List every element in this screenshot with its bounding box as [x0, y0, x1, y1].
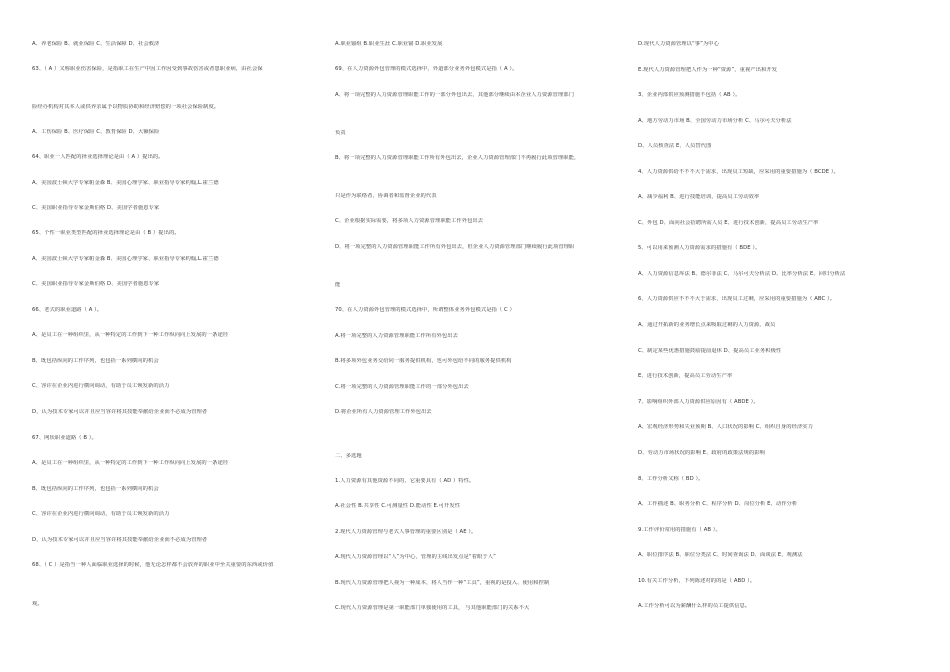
text-line: B、既包括纵向的工作序列，也包括一系列横向的机会: [32, 486, 159, 492]
text-line: D、将一项完整的人力资源管理职能工作所有外包出去，但企业人力资源管理部门继续履行此项管理职: [335, 244, 575, 250]
question-m6: 6、人力资源供应不不不大于需求，出现员工过剩，应采用的重要措施为（ ABC ）。: [638, 296, 836, 302]
text-line: 能: [335, 282, 341, 288]
text-line: A、工作描述 B、职务分析 C、程序分析 D、岗位分析 E、动作分析: [638, 501, 798, 507]
text-line: A、美国波士顿大学专家帕金森 B、美国心理学家、职业指导专家约翰,L.霍兰德: [32, 256, 219, 262]
text-line: D、人员核查法 E、人员替代图: [638, 143, 712, 149]
text-line: 负责: [335, 130, 346, 136]
question-64: 64、职业一人匹配的择业选择理论是由（ A ）提出的。: [32, 154, 164, 160]
question-m1: 1.人力资源有其他资源不同的，它重要具有（ AD ）特性。: [335, 478, 475, 484]
text-line: C、容许在企业内进行横向调动，有助于员工焕发新的活力: [32, 383, 170, 389]
question-m8: 8、工作分析又称（ BD ）。: [638, 476, 704, 482]
text-line: C、美国职业指导专家金斯伯格 D、美国学者施恩专家: [32, 281, 160, 287]
text-line: C.将一项完整的人力资源管理职能工作的一部分外包出去: [335, 384, 469, 390]
text-line: D.将企业所有人力资源管理工作外包出去: [335, 409, 432, 415]
text-line: C、美国职业指导专家金斯伯格 D、美国学者施恩专家: [32, 205, 160, 211]
text-line: C.现代人力资源管理是第一职能部门单独使用的工具， 与其他职能部门的关系不大: [335, 605, 530, 611]
question-67: 67、网状职业道路（ B ）。: [32, 435, 97, 441]
text-line: A、是员工在一种组织里，从一种特定的工作到下一种工作纵向向上发展的一条途径: [32, 332, 229, 338]
question-70: 70、在人力资源外包管理的模式选择中，所谓整体业务外包模式是指（ C ）: [335, 307, 515, 313]
question-m4: 4、人力资源供给不不不大于需求，出现员工短缺，应采用的重要措施为（ BCDE ）。: [638, 169, 839, 175]
question-69: 69、在人力资源外包管理的模式选择中，外道部分业务外包模式是指（ A ）。: [335, 66, 518, 72]
right-column: [638, 0, 928, 672]
text-line: A、美国波士顿大学专家帕金森 B、美国心理学家、职业指导专家约翰,L.霍兰德: [32, 180, 219, 186]
text-line: C、外包 D、面向社会招聘所需人员 E、进行技术创新，提高员工劳动生产率: [638, 220, 819, 226]
section-heading-multiple-choice: 二、多选题: [335, 453, 362, 459]
text-line: D.现代人力资源管理以“事”为中心: [638, 41, 719, 47]
text-line: A、宏观经济形势和失业预期 B、人口状况的影响 C、组织自身的经济实力: [638, 424, 813, 430]
text-line: D、认为技术专家可以并且应当容许将其技能奉献给企业而不必成为管理者: [32, 409, 208, 415]
text-line: A.现代人力资源管理以“人”为中心，管理的主线出发点是“着眼于人”: [335, 554, 496, 560]
text-line: A、地方劳动力市场 B、全国劳动力市场分析 C、马尔可夫分析法: [638, 118, 792, 124]
text-line: A、人力资源信息库法 B、德尔菲法 C、马尔可夫分析法 D、比率分析法 E、回归分析法: [638, 271, 846, 277]
text-line: A.社会性 B.共享性 C.可测量性 D.能动性 E.可开发性: [335, 503, 461, 509]
text-line: A、工伤保险 B、医疗保险 C、教育保险 D、大额保险: [32, 129, 160, 135]
text-line: D、劳动力市场状况的影响 E、政府的政策法规的影响: [638, 450, 765, 456]
text-line: C、容许在企业内进行横向调动，有助于员工焕发新的活力: [32, 511, 170, 517]
text-line: B、既包括纵向的工作序列，也包括一系列横向的机会: [32, 358, 159, 364]
question-m3: 3、企业内部供应预测措施不包括（ AB ）。: [638, 92, 741, 98]
text-line: A.工作分析可以为薪酬什么样的员工提供信息。: [638, 603, 751, 609]
question-m10: 10.有关工作分析，下列陈述对的的是（ ABD ）。: [638, 578, 756, 584]
text-line: D、认为技术专家可以并且应当容许将其技能奉献给企业而不必成为管理者: [32, 537, 208, 543]
text-line: A、减少福利 B、进行技能培训，提高员工劳动效率: [638, 194, 760, 200]
text-line: A、将一项完整的人力资源管理职能工作的一部分外包出去，其他部分继续由本企业人力资源管理部门: [335, 92, 574, 98]
text-line: A、职位排序法 B、职位分类法 C、时间查询法 D、面谈法 E、观测法: [638, 552, 803, 558]
question-m5: 5、可以用来预测人力资源需求的措施有（ BDE ）。: [638, 245, 761, 251]
text-line: A、养老保险 B、就业保险 C、生活保障 D、社会救济: [32, 41, 160, 47]
text-line: A、通过开拓新的业务增长点来吸取过剩的人力资源，裁员: [638, 322, 776, 328]
left-column: [32, 0, 307, 672]
text-line: C、企业根据实际需要，将多项人力资源管理职能工作外包出去: [335, 218, 484, 224]
text-line: A.将一项完整的人力资源管理职能工作所有外包出去: [335, 333, 458, 339]
question-m2: 2.现代人力资源管理与老式人事管理的重要区别是（ AE ）。: [335, 529, 477, 535]
question-65: 65、个性一职业类型匹配的择业选择理论是由（ B ）提出的。: [32, 230, 180, 236]
middle-column: [335, 0, 625, 672]
text-line: B、将一项完整的人力资源管理职能工作所有外包出去，企业人力资源管理部门不再履行此项管理职能，: [335, 155, 580, 161]
text-line: 险经办机构对其本人或供养亲属予以物质协助和经济赔偿的一项社会保险制度。: [32, 104, 220, 110]
text-line: B.将多项外包业务交给同一服务提供机构，也可外包给不同的服务提供机构: [335, 358, 512, 364]
text-line: A、是员工在一种组织里，从一种特定的工作到下一种工作纵向向上发展的一条途径: [32, 460, 229, 466]
text-line: E.现代人力资源管理把人作为一种“资源”，重视产出和开发: [638, 67, 778, 73]
text-line: 只是作为联络者、协调者和监督企业的代表: [335, 193, 437, 199]
question-66: 66、老式的职业道路（ A ）。: [32, 307, 103, 313]
text-line: B.现代人力资源管理把人视为一种成本，将人当作一种“工具”，重视的是投入、使用和控制: [335, 580, 550, 586]
question-m7: 7、影响组织外部人力资源供应原因有（ ABDE ）。: [638, 399, 759, 405]
text-line: E、进行技术创新，提高员工劳动生产率: [638, 373, 733, 379]
text-line: 观。: [32, 601, 43, 607]
question-68: 68、（ C ）是指当一种人面临职业选择的时候，他无论怎样都不会放弃的职业中至关重要的东西或价值: [32, 562, 274, 568]
question-63: 63、（ A ）又称职业伤害保险，是指职工在生产中因工作因受到事故伤害或者患职业病，由社会保: [32, 66, 263, 72]
text-line: C、制定某些优惠措施鼓励提前退休 D、提高员工业务积极性: [638, 348, 782, 354]
question-m9: 9.工作评价常用的措施有（ AB ）。: [638, 527, 721, 533]
text-line: A.职业锚组 B.职业生涯 C.职业锚 D.职业发展: [335, 41, 443, 47]
